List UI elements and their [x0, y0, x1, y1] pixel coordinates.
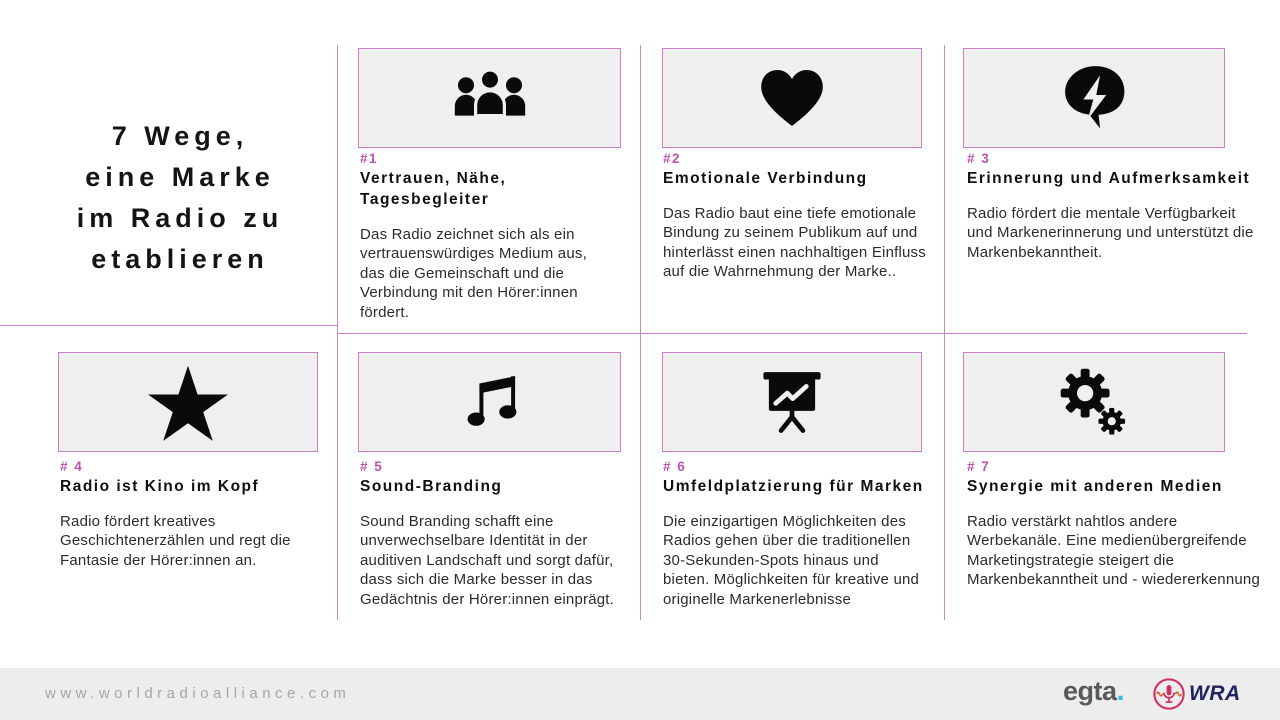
wra-logo: [1152, 677, 1241, 711]
card-body: Radio verstärkt nahtlos andere Werbekanäle. Eine medienübergreifende Marketingstrategie steigert die Markenbekanntheit und - wiedererkennung: [967, 512, 1260, 589]
people-group-icon: [446, 68, 534, 128]
title-line: eine Marke: [85, 162, 275, 192]
card-heading: Synergie mit anderen Medien: [967, 478, 1223, 495]
card-heading: Radio ist Kino im Kopf: [60, 478, 260, 495]
card-heading: Erinnerung und Aufmerksamkeit: [967, 170, 1251, 187]
brain-lightning-icon: [1056, 63, 1132, 133]
card-body: Radio fördert die mentale Verfügbarkeit und Markenerinnerung und unterstützt die Markenbekanntheit.: [967, 204, 1254, 261]
gears-icon: [1057, 365, 1131, 439]
card-5: [360, 459, 620, 609]
title-line: 7 Wege,: [111, 121, 249, 151]
icon-box-1: [358, 48, 621, 148]
card-heading: Vertrauen, Nähe, Tagesbegleiter: [360, 170, 507, 208]
icon-box-3: [963, 48, 1225, 148]
heart-icon: [757, 67, 827, 129]
card-7: [967, 459, 1267, 590]
card-number: #2: [663, 151, 682, 166]
wra-microphone-icon: [1152, 677, 1186, 711]
card-number: #1: [360, 151, 379, 166]
presentation-chart-icon: [758, 368, 826, 436]
icon-box-2: [662, 48, 922, 148]
card-number: # 6: [663, 459, 687, 474]
card-body: Die einzigartigen Möglichkeiten des Radios gehen über die traditionellen 30-Sekunden-Spots hinaus und bieten. Möglichkeiten für kreative und originelle Markenerlebnisse: [663, 512, 920, 608]
row-divider: [0, 325, 337, 326]
card-heading: Umfeldplatzierung für Marken: [663, 478, 924, 495]
music-note-icon: [457, 369, 523, 435]
title-line: etablieren: [91, 244, 269, 274]
card-number: # 7: [967, 459, 991, 474]
egta-logo-dot: .: [1116, 675, 1125, 707]
egta-logo: [1063, 675, 1124, 708]
page-title: [36, 116, 324, 280]
website-url: www.worldradioalliance.com: [45, 685, 351, 702]
card-6: [663, 459, 926, 609]
icon-box-4: [58, 352, 318, 452]
row-divider: [337, 333, 1247, 334]
card-3: [967, 151, 1260, 262]
card-1: [360, 151, 613, 322]
card-body: Das Radio zeichnet sich als ein vertrauenswürdiges Medium aus, das die Gemeinschaft und die Verbindung mit den Hörer:innen fördert.: [360, 225, 587, 321]
card-heading: Emotionale Verbindung: [663, 170, 868, 187]
card-4: [60, 459, 322, 570]
card-body: Sound Branding schafft eine unverwechselbare Identität in der auditiven Landschaft und sorgt dafür, dass sich die Marke besser in das Gedächtnis der Hörer:innen einprägt.: [360, 512, 615, 608]
card-heading: Sound-Branding: [360, 478, 503, 495]
egta-logo-text: egta: [1063, 676, 1117, 706]
wra-logo-text: WRA: [1189, 682, 1241, 705]
icon-box-5: [358, 352, 621, 452]
card-body: Radio fördert kreatives Geschichtenerzählen und regt die Fantasie der Hörer:innen an.: [60, 512, 291, 569]
card-number: # 4: [60, 459, 84, 474]
icon-box-7: [963, 352, 1225, 452]
card-number: # 5: [360, 459, 384, 474]
card-number: # 3: [967, 151, 991, 166]
star-icon: [148, 364, 228, 441]
icon-box-6: [662, 352, 922, 452]
card-2: [663, 151, 926, 282]
title-line: im Radio zu: [76, 203, 284, 233]
footer-bar: [0, 668, 1280, 720]
card-body: Das Radio baut eine tiefe emotionale Bindung zu seinem Publikum auf und hinterlässt einen nachhaltigen Einfluss auf die Wahrnehmung der Marke..: [663, 204, 926, 281]
